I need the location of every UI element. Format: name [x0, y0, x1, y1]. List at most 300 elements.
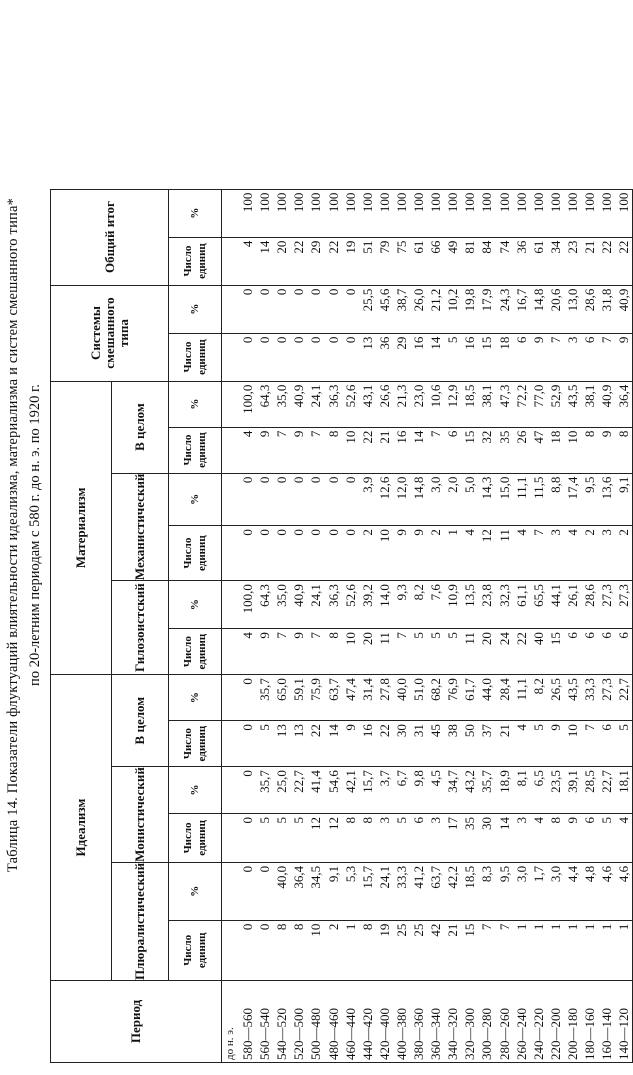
table-cell: 84 [479, 240, 495, 254]
table-cell: 8,1 [513, 770, 529, 787]
table-cell: 47,4 [342, 678, 358, 701]
table-cell: 12,6 [376, 476, 392, 500]
subheader-percent: % [169, 675, 222, 721]
table-cell: 35 [462, 816, 478, 830]
table-cell: 20 [479, 632, 495, 646]
period-cell: 220—200 [547, 1008, 563, 1060]
era-label: до н. э. [224, 1027, 236, 1060]
table-cell: 25,0 [274, 770, 290, 793]
table-cell: 22,7 [599, 770, 615, 793]
table-cell: 35,7 [257, 770, 273, 793]
table-cell: 8 [581, 430, 597, 438]
table-cell: 0 [342, 476, 358, 484]
table-cell: 0 [342, 529, 358, 536]
table-cell: 8 [616, 430, 632, 438]
data-column [222, 473, 633, 526]
table-cell: 40,9 [291, 584, 307, 607]
table-cell: 27,3 [599, 584, 615, 607]
table-cell: 8,8 [547, 476, 563, 493]
data-column [222, 526, 633, 581]
table-cell: 4,8 [581, 865, 597, 883]
header-mechanistic: Механистический [112, 473, 169, 581]
table-cell: 13,5 [462, 584, 478, 607]
table-cell: 22 [291, 240, 307, 254]
table-cell: 6 [599, 724, 615, 731]
table-cell: 40,9 [599, 384, 615, 408]
table-cell: 25 [393, 923, 409, 937]
table-cell: 0 [240, 724, 256, 731]
column-spacer [222, 529, 239, 580]
table-cell: 26,0 [411, 288, 427, 312]
table-cell: 7 [581, 724, 597, 731]
subheader-count: Число единиц [169, 427, 222, 473]
header-hylozoistic: Гилозоистский [112, 581, 169, 675]
table-cell: 14,8 [530, 288, 546, 312]
column-spacer [222, 584, 239, 628]
period-cell: 320—300 [462, 1008, 478, 1060]
table-cell: 21,3 [393, 384, 409, 408]
table-cell: 0 [257, 923, 273, 931]
table-cell: 38 [445, 724, 461, 738]
fluctuation-table [50, 189, 633, 1063]
data-column [222, 675, 633, 721]
table-cell: 18,5 [462, 384, 478, 408]
table-cell: 7 [393, 632, 409, 639]
table-cell: 2 [359, 529, 375, 536]
period-cell: 420—400 [376, 1008, 392, 1060]
table-cell: 3 [513, 816, 529, 824]
data-column [222, 767, 633, 814]
table-cell: 26,6 [376, 384, 392, 408]
table-cell: 7 [308, 430, 324, 438]
table-cell: 100 [393, 192, 409, 213]
table-cell: 6,7 [393, 770, 409, 787]
table-cell: 11 [496, 529, 512, 542]
table-cell: 4,5 [428, 770, 444, 787]
header-monistic: Монистический [112, 767, 169, 863]
data-column [222, 920, 633, 980]
table-cell: 0 [274, 476, 290, 484]
table-cell: 63,7 [325, 678, 341, 701]
table-cell: 14,3 [479, 476, 495, 500]
table-cell: 34,7 [445, 770, 461, 793]
table-cell: 8 [547, 816, 563, 824]
table-cell: 100 [376, 192, 392, 213]
table-cell: 28,6 [581, 288, 597, 312]
table-cell: 1 [513, 923, 529, 931]
header-period: Период [51, 981, 222, 1063]
table-cell: 65,0 [274, 678, 290, 701]
table-cell: 0 [257, 476, 273, 484]
table-cell: 10,2 [445, 288, 461, 312]
header-pluralistic: Плюралистический [112, 862, 169, 980]
table-caption [2, 15, 46, 1055]
table-cell: 0 [274, 336, 290, 344]
table-cell: 11,5 [530, 476, 546, 499]
table-cell: 36,4 [616, 384, 632, 408]
table-cell: 9,3 [393, 584, 409, 601]
subheader-percent: % [169, 285, 222, 333]
table-cell: 5,0 [462, 476, 478, 493]
table-cell: 44,0 [479, 678, 495, 701]
table-cell: 14 [325, 724, 341, 738]
table-cell: 40,0 [393, 678, 409, 701]
table-cell: 23,8 [479, 584, 495, 607]
period-cell: 200—180 [564, 1008, 580, 1060]
subheader-count: Число единиц [169, 237, 222, 285]
table-cell: 81 [462, 240, 478, 254]
table-cell: 5 [411, 632, 427, 639]
caption-line-1: Таблица 14. Показатели флуктуаций влиятельности идеализма, материализма и систем смешанного типа* [5, 197, 21, 873]
table-cell: 6 [599, 632, 615, 639]
subheader-count: Число единиц [169, 526, 222, 581]
table-cell: 100 [479, 192, 495, 213]
table-cell: 3,0 [428, 476, 444, 493]
table-cell: 0 [240, 529, 256, 536]
period-cell: 140—120 [616, 1008, 632, 1060]
table-cell: 0 [325, 476, 341, 484]
table-cell: 16 [411, 336, 427, 350]
table-cell: 20 [359, 632, 375, 646]
table-cell: 52,6 [342, 384, 358, 408]
table-cell: 68,2 [428, 678, 444, 701]
table-cell: 23,0 [411, 384, 427, 408]
table-cell: 12 [308, 816, 324, 830]
header-idealism: Идеализм [51, 675, 112, 981]
table-cell: 8 [342, 816, 358, 824]
table-cell: 10 [308, 923, 324, 937]
table-cell: 75,9 [308, 678, 324, 701]
table-cell: 14,8 [411, 476, 427, 500]
subheader-count: Число единиц [169, 813, 222, 862]
table-cell: 1,7 [530, 865, 546, 883]
table-cell: 4 [240, 430, 256, 438]
table-cell: 33,3 [393, 865, 409, 889]
column-spacer [222, 817, 239, 862]
table-cell: 100 [564, 192, 580, 213]
period-cell: 460—440 [342, 1008, 358, 1060]
table-cell: 20 [274, 240, 290, 254]
data-column [222, 285, 633, 333]
table-cell: 51 [359, 240, 375, 254]
table-cell: 0 [308, 336, 324, 344]
table-cell: 30 [479, 816, 495, 830]
period-cell: 540—520 [274, 1008, 290, 1060]
table-cell: 100 [530, 192, 546, 213]
period-cell: 360—340 [428, 1008, 444, 1060]
header-grand-total: Общий итог [51, 189, 169, 285]
table-cell: 41,4 [308, 770, 324, 793]
table-cell: 9 [616, 336, 632, 344]
subheader-percent: % [169, 767, 222, 814]
table-cell: 2 [581, 529, 597, 536]
table-cell: 0 [257, 865, 273, 873]
table-cell: 43,1 [359, 384, 375, 408]
table-cell: 39,1 [564, 770, 580, 793]
header-materialism-total: В целом [112, 381, 169, 473]
column-spacer [222, 289, 239, 333]
table-cell: 4,4 [564, 865, 580, 883]
subheader-count: Число единиц [169, 333, 222, 381]
table-cell: 17,4 [564, 476, 580, 500]
table-cell: 27,3 [616, 584, 632, 607]
table-body-row [222, 189, 633, 1062]
table-cell: 26,1 [564, 584, 580, 607]
table-cell: 19 [376, 923, 392, 937]
table-cell: 22 [359, 430, 375, 444]
period-cell: 160—140 [599, 1008, 615, 1060]
table-cell: 31,8 [599, 288, 615, 312]
table-cell: 5 [393, 816, 409, 824]
table-cell: 61 [530, 240, 546, 254]
column-spacer [222, 477, 239, 526]
table-cell: 9 [257, 632, 273, 639]
table-cell: 47 [530, 430, 546, 444]
table-cell: 38,7 [393, 288, 409, 312]
table-cell: 6 [564, 632, 580, 639]
table-cell: 34 [547, 240, 563, 254]
subheader-percent: % [169, 581, 222, 629]
table-cell: 6 [513, 336, 529, 344]
table-cell: 18,9 [496, 770, 512, 793]
subheader-percent: % [169, 862, 222, 920]
table-cell: 52,6 [342, 584, 358, 607]
table-cell: 1 [599, 923, 615, 931]
table-cell: 9 [599, 430, 615, 438]
table-cell: 7 [308, 632, 324, 639]
period-cell: 400—380 [393, 1008, 409, 1060]
table-cell: 43,5 [564, 384, 580, 408]
table-cell: 30 [393, 724, 409, 738]
table-cell: 4,6 [599, 865, 615, 883]
table-cell: 21 [496, 724, 512, 738]
table-cell: 32 [479, 430, 495, 444]
data-column [222, 189, 633, 237]
table-cell: 8 [359, 923, 375, 931]
table-cell: 4 [462, 529, 478, 536]
table-cell: 24,1 [308, 384, 324, 408]
table-cell: 49 [445, 240, 461, 254]
table-cell: 7,6 [428, 584, 444, 601]
table-cell: 35,7 [479, 770, 495, 793]
caption-line-2: по 20-летним периодам с 580 г. до н. э. по 1920 г. [27, 384, 43, 686]
table-cell: 5 [599, 816, 615, 824]
column-spacer [222, 337, 239, 381]
period-cell: 280—260 [496, 1008, 512, 1060]
table-cell: 6 [411, 816, 427, 824]
table-cell: 100 [581, 192, 597, 213]
table-cell: 2 [428, 529, 444, 536]
table-cell: 8 [291, 923, 307, 931]
table-cell: 27,3 [599, 678, 615, 701]
table-cell: 14 [411, 430, 427, 444]
header-idealism-total: В целом [112, 675, 169, 767]
table-cell: 0 [274, 288, 290, 296]
data-column [222, 381, 633, 427]
table-cell: 6 [581, 632, 597, 639]
table-cell: 100 [496, 192, 512, 213]
table-cell: 0 [257, 288, 273, 296]
table-cell: 9,5 [496, 865, 512, 883]
table-cell: 1 [547, 923, 563, 931]
table-cell: 11 [462, 632, 478, 645]
table-cell: 1 [342, 923, 358, 931]
table-cell: 29 [393, 336, 409, 350]
table-cell: 7 [530, 529, 546, 536]
table-cell: 22,7 [616, 678, 632, 701]
table-cell: 61,7 [462, 678, 478, 701]
table-cell: 31 [411, 724, 427, 738]
table-cell: 21 [445, 923, 461, 937]
table-cell: 9 [411, 529, 427, 536]
table-cell: 0 [325, 336, 341, 344]
table-cell: 0 [308, 288, 324, 296]
column-spacer [222, 924, 239, 980]
table-cell: 14,0 [376, 584, 392, 607]
table-cell: 0 [240, 288, 256, 296]
table-cell: 19,8 [462, 288, 478, 312]
table-cell: 4 [513, 724, 529, 731]
table-cell: 13,0 [564, 288, 580, 312]
table-cell: 6 [581, 336, 597, 344]
table-cell: 18 [496, 336, 512, 350]
column-spacer [222, 241, 239, 285]
table-cell: 6,5 [530, 770, 546, 787]
period-cell: 480—460 [325, 1008, 341, 1060]
table-cell: 1 [581, 923, 597, 931]
table-cell: 14 [257, 240, 273, 254]
table-cell: 0 [274, 529, 290, 536]
table-cell: 0 [240, 770, 256, 777]
table-cell: 5 [445, 336, 461, 344]
table-cell: 5 [257, 724, 273, 731]
table-cell: 59,1 [291, 678, 307, 701]
table-cell: 3,9 [359, 476, 375, 493]
table-cell: 0 [325, 529, 341, 536]
period-cell: 500—480 [308, 1008, 324, 1060]
table-cell: 11,1 [513, 476, 529, 499]
table-cell: 100 [616, 192, 632, 213]
table-cell: 35,0 [274, 584, 290, 607]
period-cell: 380—360 [411, 1008, 427, 1060]
table-cell: 8,3 [479, 865, 495, 883]
subheader-count: Число единиц [169, 721, 222, 767]
table-cell: 10,6 [428, 384, 444, 408]
table-cell: 8,2 [530, 678, 546, 695]
table-cell: 21 [376, 430, 392, 444]
data-column [222, 427, 633, 473]
table-cell: 9 [342, 724, 358, 731]
table-cell: 3 [547, 529, 563, 536]
column-spacer [222, 770, 239, 813]
table-cell: 15,0 [496, 476, 512, 500]
table-cell: 0 [291, 336, 307, 344]
table-cell: 100 [411, 192, 427, 213]
table-cell: 37 [479, 724, 495, 738]
table-cell: 18,5 [462, 865, 478, 889]
subheader-percent: % [169, 189, 222, 237]
table-cell: 8 [325, 632, 341, 639]
table-cell: 5 [428, 632, 444, 639]
table-cell: 64,3 [257, 384, 273, 408]
table-cell: 40 [530, 632, 546, 646]
table-cell: 24,3 [496, 288, 512, 312]
table-cell: 4 [564, 529, 580, 536]
table-cell: 22 [616, 240, 632, 254]
table-cell: 38,1 [581, 384, 597, 408]
data-column [222, 333, 633, 381]
table-cell: 42 [428, 923, 444, 937]
table-cell: 24,1 [376, 865, 392, 889]
table-cell: 23,5 [547, 770, 563, 793]
table-cell: 100 [308, 192, 324, 213]
table-cell: 9 [564, 816, 580, 824]
table-cell: 14 [428, 336, 444, 350]
table-cell: 9,5 [581, 476, 597, 493]
table-cell: 65,5 [530, 584, 546, 607]
table-cell: 13 [291, 724, 307, 738]
table-cell: 15 [462, 923, 478, 937]
table-cell: 77,0 [530, 384, 546, 408]
table-cell: 15,7 [359, 770, 375, 793]
table-cell: 0 [291, 288, 307, 296]
table-cell: 4 [240, 632, 256, 639]
table-cell: 4,6 [616, 865, 632, 883]
table-cell: 5 [291, 816, 307, 824]
table-cell: 16,7 [513, 288, 529, 312]
table-cell: 6 [581, 816, 597, 824]
table-cell: 31,4 [359, 678, 375, 701]
table-cell: 22,7 [291, 770, 307, 793]
data-column [222, 237, 633, 285]
table-cell: 28,6 [581, 584, 597, 607]
table-cell: 2 [616, 529, 632, 536]
table-cell: 24,1 [308, 584, 324, 607]
table-cell: 1 [564, 923, 580, 931]
data-column [222, 721, 633, 767]
table-cell: 9,1 [616, 476, 632, 493]
table-cell: 61 [411, 240, 427, 254]
table-cell: 7 [547, 336, 563, 344]
data-column [222, 862, 633, 920]
table-cell: 36 [513, 240, 529, 254]
column-spacer [222, 678, 239, 720]
table-cell: 28,4 [496, 678, 512, 701]
table-cell: 43,2 [462, 770, 478, 793]
table-cell: 2 [325, 923, 341, 931]
table-cell: 22 [599, 240, 615, 254]
table-cell: 63,7 [428, 865, 444, 889]
table-cell: 3,0 [513, 865, 529, 883]
table-cell: 10 [564, 724, 580, 738]
table-cell: 12 [479, 529, 495, 543]
column-spacer [222, 866, 239, 920]
table-cell: 29 [308, 240, 324, 254]
table-cell: 100 [257, 192, 273, 213]
table-cell: 54,6 [325, 770, 341, 793]
table-cell: 9 [547, 724, 563, 731]
table-cell: 18 [547, 430, 563, 444]
table-cell: 6 [616, 632, 632, 639]
table-cell: 17 [445, 816, 461, 830]
table-cell: 22 [513, 632, 529, 646]
table-cell: 24 [496, 632, 512, 646]
table-cell: 66 [428, 240, 444, 254]
table-cell: 7 [479, 923, 495, 931]
table-cell: 64,3 [257, 584, 273, 607]
table-cell: 8 [325, 430, 341, 438]
period-cell: 260—240 [513, 1008, 529, 1060]
